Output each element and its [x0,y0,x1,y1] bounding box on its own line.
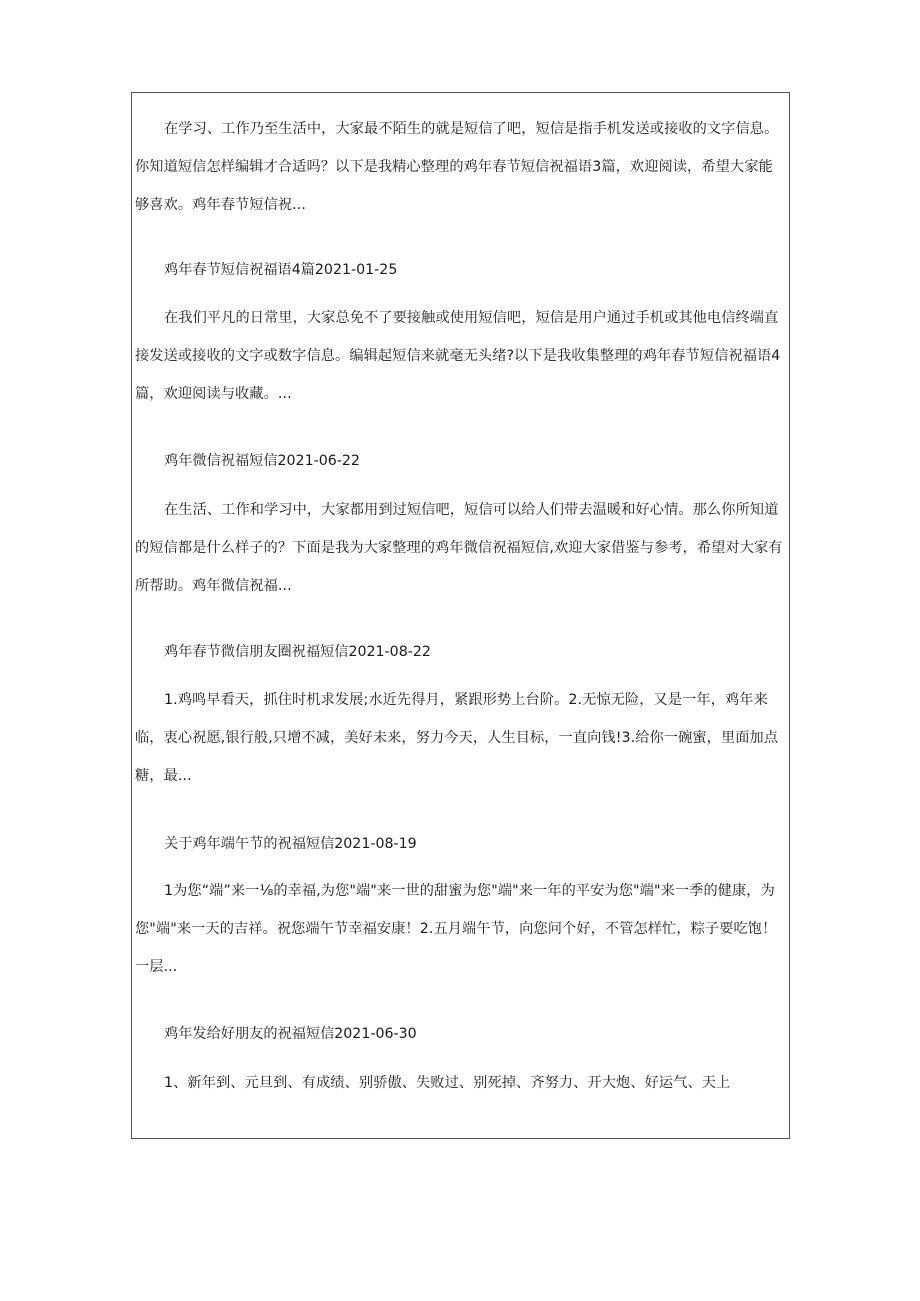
article-title[interactable]: 鸡年发给好朋友的祝福短信2021-06-30 [164,1026,417,1042]
article-title[interactable]: 鸡年春节短信祝福语4篇2021-01-25 [164,262,398,278]
article-summary: 1.鸡鸣早看天，抓住时机求发展;水近先得月，紧跟形势上台阶。2.无惊无险，又是一年，鸡年来临，衷心祝愿,银行般,只增不减，美好未来，努力今天，人生目标，一直向钱!3.给你一碗蜜，里面加点糖，最... [135,692,779,784]
article-summary: 在学习、工作乃至生活中，大家最不陌生的就是短信了吧，短信是指手机发送或接收的文字信息。你知道短信怎样编辑才合适吗？以下是我精心整理的鸡年春节短信祝福语3篇，欢迎阅读，希望大家能够喜欢。鸡年春节短信祝... [135,121,779,213]
article-summary: 1为您“端”来一⅛的幸福,为您"端"来一世的甜蜜为您"端"来一年的平安为您"端"来一季的健康，为您"端"来一天的吉祥。祝您端午节幸福安康！2.五月端午节，向您问个好，不管怎样忙，粽子要吃饱！一层... [135,883,777,975]
page-frame [131,92,790,1139]
article-title[interactable]: 鸡年微信祝福短信2021-06-22 [164,453,360,469]
article-summary: 1、新年到、元旦到、有成绩、别骄傲、失败过、别死掉、齐努力、开大炮、好运气、天上 [164,1075,731,1091]
article-title[interactable]: 鸡年春节微信朋友圈祝福短信2021-08-22 [164,644,431,660]
article-summary: 在我们平凡的日常里，大家总免不了要接触或使用短信吧，短信是用户通过手机或其他电信终端直接发送或接收的文字或数字信息。编辑起短信来就毫无头绪?以下是我收集整理的鸡年春节短信祝福语4篇，欢迎阅读与收藏。... [135,310,781,402]
article-summary: 在生活、工作和学习中，大家都用到过短信吧，短信可以给人们带去温暖和好心情。那么你所知道的短信都是什么样子的？下面是我为大家整理的鸡年微信祝福短信,欢迎大家借鉴与参考，希望对大家有所帮助。鸡年微信祝福... [135,502,783,594]
article-title[interactable]: 关于鸡年端午节的祝福短信2021-08-19 [164,836,417,852]
